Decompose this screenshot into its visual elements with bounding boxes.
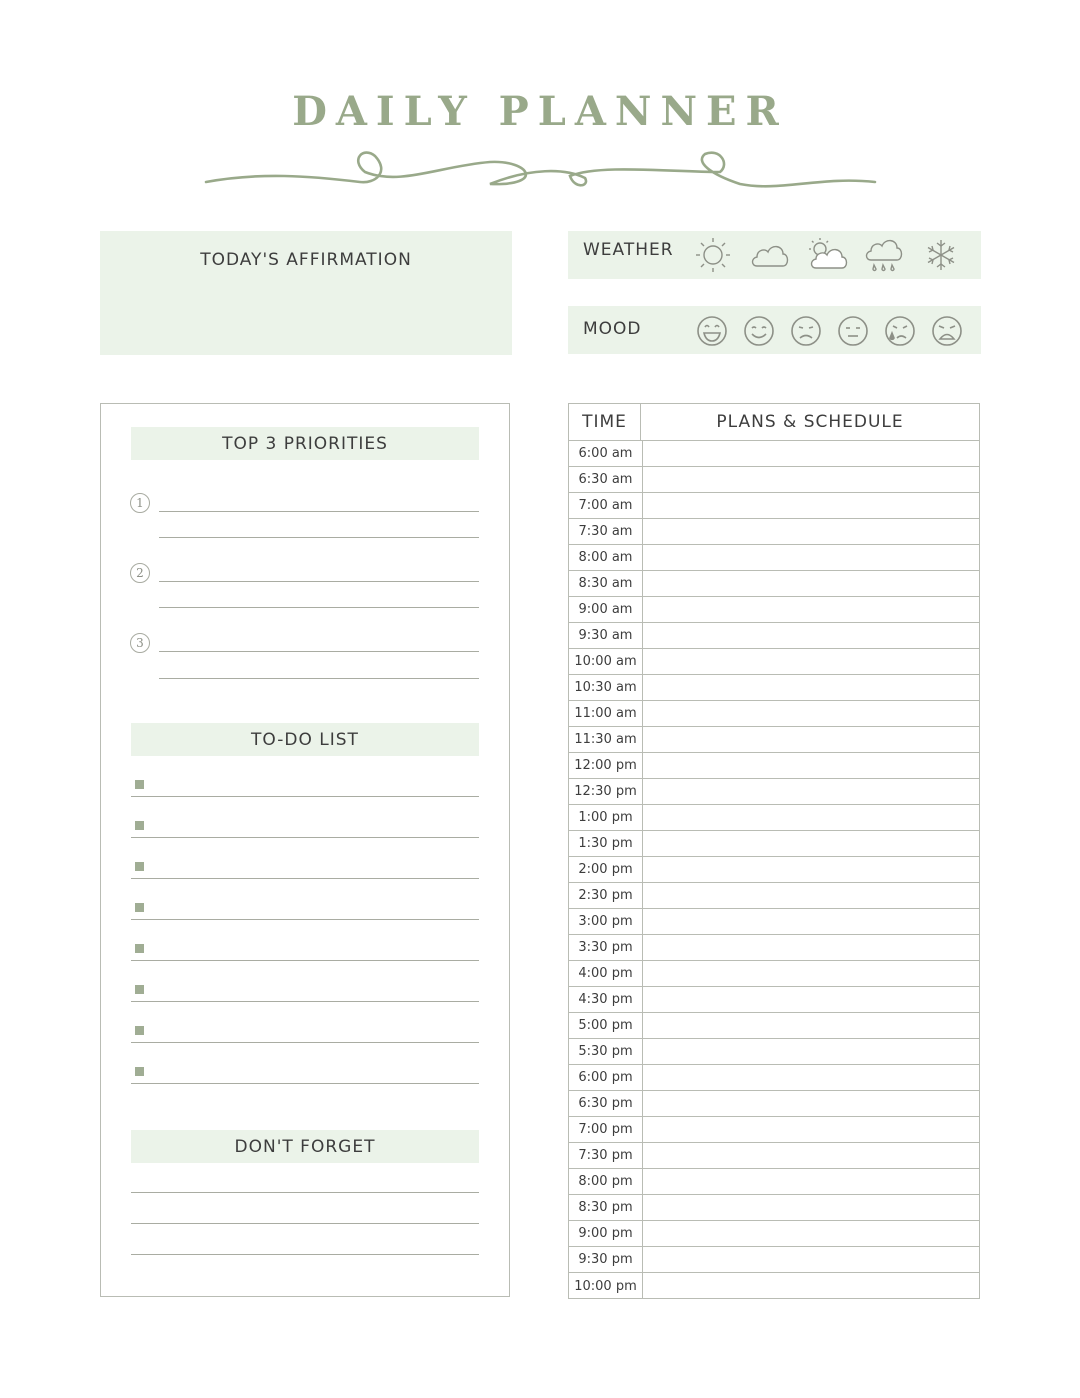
plan-cell[interactable] [643, 1039, 979, 1064]
schedule-row [569, 779, 979, 805]
plan-cell[interactable] [643, 1117, 979, 1142]
dont-forget-line[interactable] [131, 1192, 479, 1193]
schedule-row [569, 597, 979, 623]
time-slot-label: 6:30 am [569, 467, 643, 492]
schedule-row [569, 441, 979, 467]
schedule-row [569, 1143, 979, 1169]
schedule-row [569, 961, 979, 987]
schedule-row [569, 649, 979, 675]
plan-cell[interactable] [643, 805, 979, 830]
mood-icons [694, 314, 965, 348]
schedule-header [569, 404, 979, 441]
todo-checkbox[interactable] [135, 780, 144, 789]
time-slot-label: 11:30 am [569, 727, 643, 752]
flourish-divider [200, 146, 880, 194]
page-title: DAILY PLANNER [292, 88, 788, 135]
neutral-face-icon[interactable] [835, 314, 871, 348]
todo-line[interactable] [131, 837, 479, 838]
plan-cell[interactable] [643, 883, 979, 908]
schedule-row [569, 1247, 979, 1273]
dont-forget-label: DON'T FORGET [234, 1136, 376, 1157]
plan-cell[interactable] [643, 1247, 979, 1272]
snowflake-icon[interactable] [918, 236, 964, 274]
plan-cell[interactable] [643, 675, 979, 700]
schedule-row [569, 467, 979, 493]
plan-cell[interactable] [643, 1143, 979, 1168]
schedule-row [569, 519, 979, 545]
schedule-row [569, 623, 979, 649]
left-panel [100, 403, 510, 1297]
todo-checkbox[interactable] [135, 1026, 144, 1035]
plan-cell[interactable] [643, 1065, 979, 1090]
dont-forget-line[interactable] [131, 1254, 479, 1255]
laughing-face-icon[interactable] [694, 314, 730, 348]
time-slot-label: 2:30 pm [569, 883, 643, 908]
time-slot-label: 8:00 am [569, 545, 643, 570]
plan-cell[interactable] [643, 1013, 979, 1038]
time-slot-label: 6:30 pm [569, 1091, 643, 1116]
schedule-row [569, 805, 979, 831]
upset-face-icon[interactable] [929, 314, 965, 348]
priority-line[interactable] [159, 511, 479, 512]
plan-cell[interactable] [643, 467, 979, 492]
todo-line[interactable] [131, 960, 479, 961]
time-slot-label: 7:00 pm [569, 1117, 643, 1142]
priority-line[interactable] [159, 678, 479, 679]
schedule-row [569, 1221, 979, 1247]
time-slot-label: 5:00 pm [569, 1013, 643, 1038]
time-slot-label: 2:00 pm [569, 857, 643, 882]
time-slot-label: 6:00 am [569, 441, 643, 466]
todo-checkbox[interactable] [135, 985, 144, 994]
time-slot-label: 4:30 pm [569, 987, 643, 1012]
todo-line[interactable] [131, 796, 479, 797]
time-slot-label: 1:30 pm [569, 831, 643, 856]
schedule-row [569, 1117, 979, 1143]
time-slot-label: 7:30 am [569, 519, 643, 544]
time-slot-label: 6:00 pm [569, 1065, 643, 1090]
plan-cell[interactable] [643, 493, 979, 518]
plan-cell[interactable] [643, 935, 979, 960]
time-slot-label: 1:00 pm [569, 805, 643, 830]
plan-cell[interactable] [643, 545, 979, 570]
schedule-row [569, 701, 979, 727]
plan-cell[interactable] [643, 1169, 979, 1194]
schedule-row [569, 675, 979, 701]
schedule-row [569, 935, 979, 961]
time-slot-label: 8:00 pm [569, 1169, 643, 1194]
sun-icon[interactable] [690, 236, 736, 274]
todo-line[interactable] [131, 1042, 479, 1043]
plan-cell[interactable] [643, 727, 979, 752]
time-slot-label: 8:30 pm [569, 1195, 643, 1220]
plan-cell[interactable] [643, 753, 979, 778]
priorities-label: TOP 3 PRIORITIES [222, 433, 388, 454]
schedule-row [569, 545, 979, 571]
plan-cell[interactable] [643, 831, 979, 856]
time-slot-label: 5:30 pm [569, 1039, 643, 1064]
dont-forget-line[interactable] [131, 1223, 479, 1224]
todo-line[interactable] [131, 1083, 479, 1084]
plan-cell[interactable] [643, 987, 979, 1012]
plans-header-label: PLANS & SCHEDULE [716, 412, 904, 432]
todo-line[interactable] [131, 1001, 479, 1002]
schedule-row [569, 571, 979, 597]
todo-checkbox[interactable] [135, 821, 144, 830]
schedule-row [569, 857, 979, 883]
todo-checkbox[interactable] [135, 862, 144, 871]
schedule-row [569, 1013, 979, 1039]
schedule-row [569, 1273, 979, 1299]
time-slot-label: 9:30 pm [569, 1247, 643, 1272]
schedule-rows [569, 441, 979, 1299]
plan-cell[interactable] [643, 1221, 979, 1246]
plan-cell[interactable] [643, 1195, 979, 1220]
time-slot-label: 7:30 pm [569, 1143, 643, 1168]
time-slot-label: 9:00 pm [569, 1221, 643, 1246]
todo-header [131, 723, 479, 756]
time-slot-label: 10:00 pm [569, 1273, 643, 1299]
plan-cell[interactable] [643, 571, 979, 596]
schedule-row [569, 727, 979, 753]
priorities-header [131, 427, 479, 460]
plan-cell[interactable] [643, 441, 979, 466]
todo-label: TO-DO LIST [251, 729, 359, 750]
schedule-row [569, 831, 979, 857]
priority-line[interactable] [159, 651, 479, 652]
plan-cell[interactable] [643, 857, 979, 882]
todo-checkbox[interactable] [135, 1067, 144, 1076]
time-slot-label: 9:30 am [569, 623, 643, 648]
mood-label: MOOD [583, 319, 642, 339]
cloud-icon[interactable] [747, 236, 793, 274]
time-slot-label: 10:30 am [569, 675, 643, 700]
priority-number-3: 3 [130, 633, 150, 653]
schedule-row [569, 987, 979, 1013]
weather-icons [690, 236, 964, 274]
schedule-row [569, 753, 979, 779]
schedule-row [569, 883, 979, 909]
time-slot-label: 10:00 am [569, 649, 643, 674]
time-slot-label: 4:00 pm [569, 961, 643, 986]
plans-column-header [641, 404, 979, 440]
priority-number-2: 2 [130, 563, 150, 583]
weather-label: WEATHER [583, 240, 674, 260]
priority-line[interactable] [159, 537, 479, 538]
sad-face-icon[interactable] [788, 314, 824, 348]
partly-cloudy-icon[interactable] [804, 236, 850, 274]
schedule-row [569, 1039, 979, 1065]
time-column-header [569, 404, 641, 440]
plan-cell[interactable] [643, 779, 979, 804]
todo-line[interactable] [131, 919, 479, 920]
plan-cell[interactable] [643, 649, 979, 674]
schedule-row [569, 1195, 979, 1221]
time-slot-label: 3:00 pm [569, 909, 643, 934]
plan-cell[interactable] [643, 1091, 979, 1116]
todo-checkbox[interactable] [135, 903, 144, 912]
todo-checkbox[interactable] [135, 944, 144, 953]
crying-face-icon[interactable] [882, 314, 918, 348]
schedule-row [569, 1065, 979, 1091]
schedule-row [569, 909, 979, 935]
schedule-row [569, 493, 979, 519]
priority-line[interactable] [159, 607, 479, 608]
schedule-row [569, 1169, 979, 1195]
plan-cell[interactable] [643, 909, 979, 934]
smiling-face-icon[interactable] [741, 314, 777, 348]
priority-number-1: 1 [130, 493, 150, 513]
time-slot-label: 7:00 am [569, 493, 643, 518]
plan-cell[interactable] [643, 1273, 979, 1299]
affirmation-label: TODAY'S AFFIRMATION [200, 250, 412, 270]
time-slot-label: 12:30 pm [569, 779, 643, 804]
dont-forget-header [131, 1130, 479, 1163]
time-slot-label: 3:30 pm [569, 935, 643, 960]
plan-cell[interactable] [643, 597, 979, 622]
time-header-label: TIME [582, 412, 627, 432]
rain-cloud-icon[interactable] [861, 236, 907, 274]
time-slot-label: 8:30 am [569, 571, 643, 596]
priority-line[interactable] [159, 581, 479, 582]
plan-cell[interactable] [643, 623, 979, 648]
time-slot-label: 11:00 am [569, 701, 643, 726]
time-slot-label: 12:00 pm [569, 753, 643, 778]
todo-line[interactable] [131, 878, 479, 879]
plan-cell[interactable] [643, 961, 979, 986]
schedule-row [569, 1091, 979, 1117]
time-slot-label: 9:00 am [569, 597, 643, 622]
plan-cell[interactable] [643, 519, 979, 544]
plan-cell[interactable] [643, 701, 979, 726]
schedule-table [568, 403, 980, 1299]
